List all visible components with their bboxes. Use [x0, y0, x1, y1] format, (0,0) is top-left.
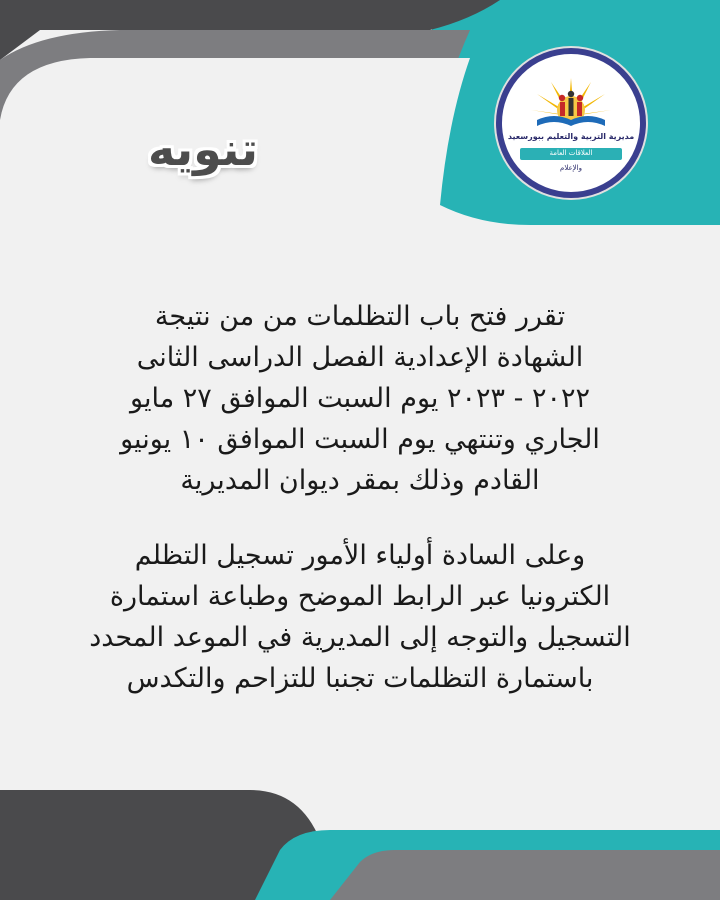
- body-line: باستمارة التظلمات تجنبا للتزاحم والتكدس: [126, 663, 594, 694]
- logo-emblem-icon: [496, 48, 646, 198]
- logo-text-media: والإعلام: [559, 164, 582, 172]
- announcement-paragraph-1: [40, 296, 680, 501]
- logo-text-public-relations: العلاقات العامة: [549, 149, 593, 157]
- directorate-logo: [496, 48, 646, 198]
- body-line: الشهادة الإعدادية الفصل الدراسى الثانى: [136, 342, 584, 373]
- body-line: الكترونيا عبر الرابط الموضح وطباعة استمارة: [109, 581, 611, 612]
- body-line: القادم وذلك بمقر ديوان المديرية: [180, 465, 540, 496]
- announcement-body: [40, 296, 680, 699]
- body-line: وعلى السادة أولياء الأمور تسجيل التظلم: [134, 540, 586, 571]
- notice-title: تنويه: [147, 122, 259, 176]
- body-line: تقرر فتح باب التظلمات من من نتيجة: [154, 301, 566, 332]
- body-line: ٢٠٢٢ - ٢٠٢٣ يوم السبت الموافق ٢٧ مايو: [130, 383, 590, 414]
- body-line: التسجيل والتوجه إلى المديرية في الموعد المحدد: [89, 622, 631, 653]
- logo-text-directorate: مديرية التربية والتعليم ببورسعيد: [507, 132, 635, 141]
- announcement-paragraph-2: [40, 535, 680, 699]
- body-line: الجاري وتنتهي يوم السبت الموافق ١٠ يونيو: [120, 424, 600, 455]
